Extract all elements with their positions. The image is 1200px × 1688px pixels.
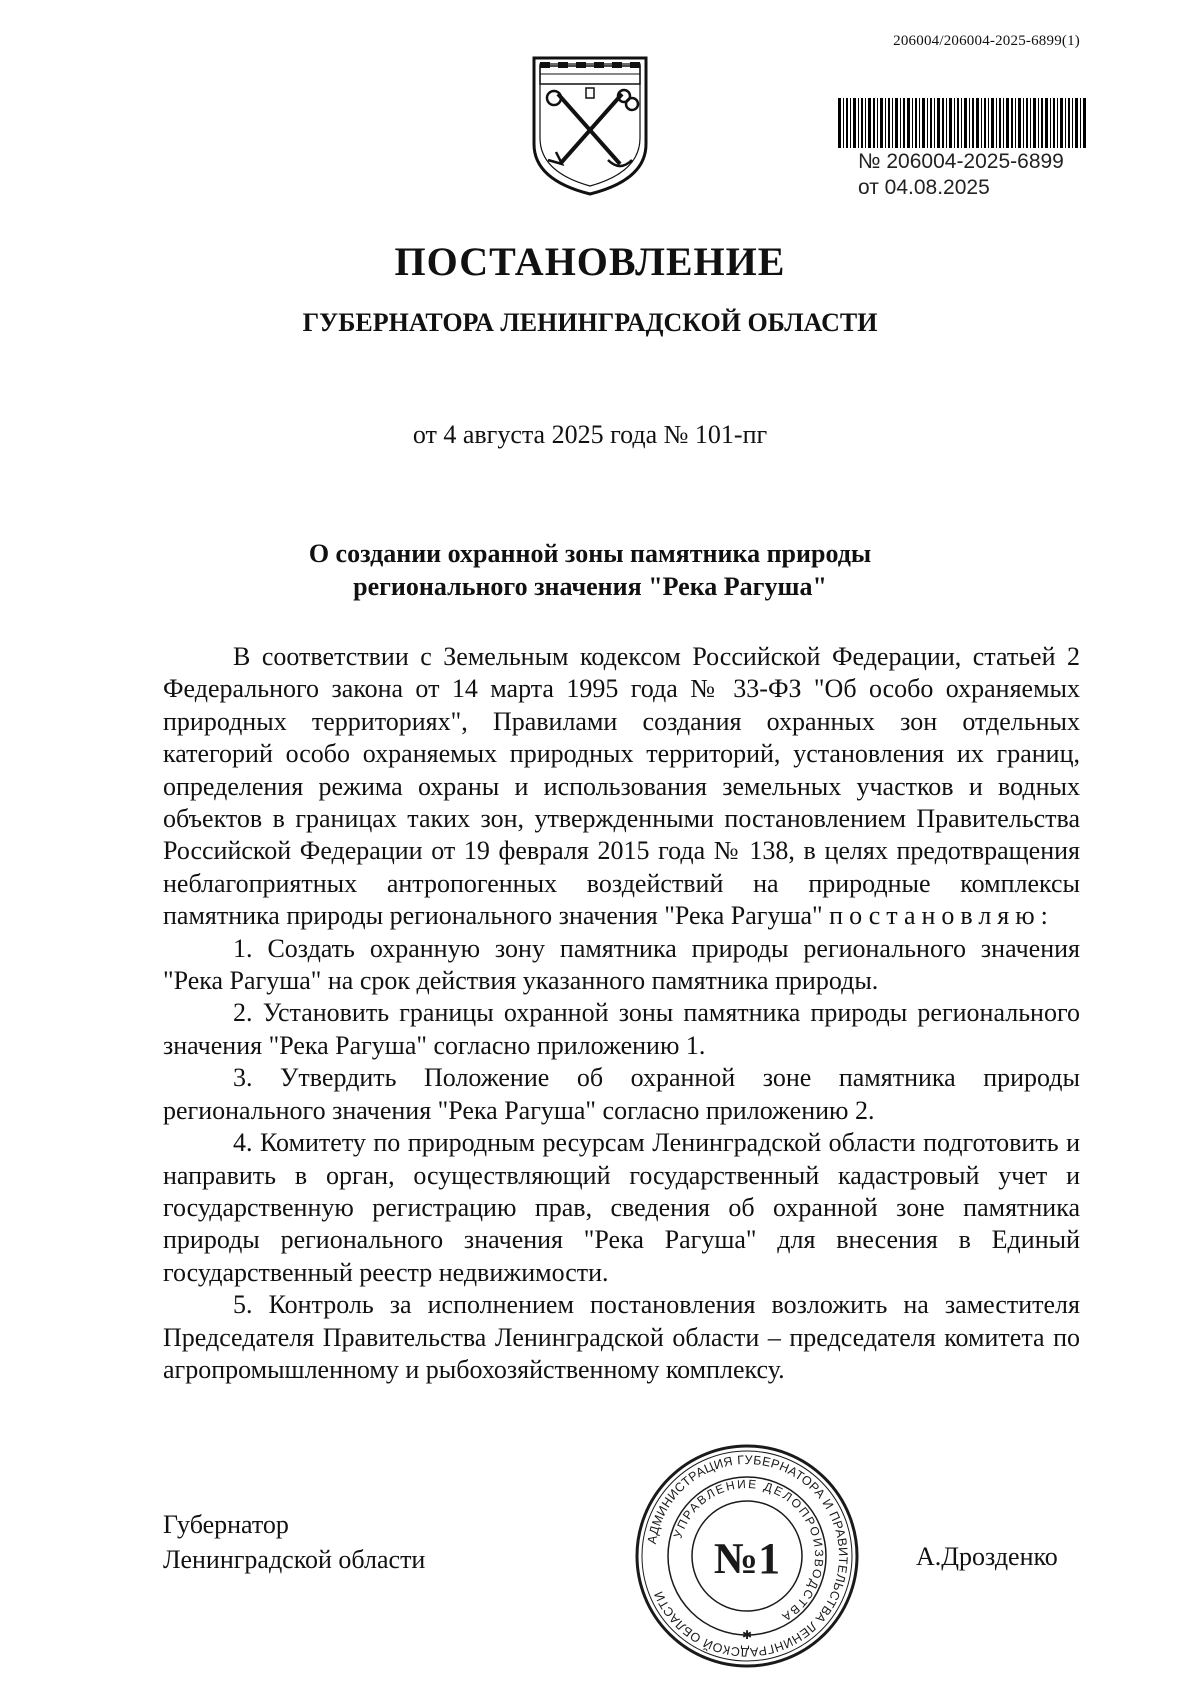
registration-number: № 206004-2025-6899 [858, 150, 1064, 173]
round-seal-icon [634, 1443, 860, 1669]
decree-item-2: 2. Установить границы охранной зоны памятника природы регионального значения "Река Рагуша" согласно приложению 1. [163, 998, 1080, 1060]
document-type-title: ПОСТАНОВЛЕНИЕ [394, 239, 786, 284]
signatory-position-line-2: Ленинградской области [163, 1545, 426, 1574]
signatory-position [163, 1507, 425, 1577]
signatory-name: А.Дрозденко [916, 1542, 1058, 1571]
barcode-icon [838, 98, 1086, 148]
registration-date: от 04.08.2025 [858, 176, 990, 199]
decree-item-5: 5. Контроль за исполнением постановления возложить на заместителя Председателя Правительства Ленинградской области – председателя комитета по агропромышленному и рыбохозяйственному комплексу. [163, 1290, 1080, 1384]
document-body [163, 641, 1080, 1386]
preamble-paragraph [163, 641, 1080, 933]
seal-number: №1 [713, 1534, 781, 1583]
seal-inner-text: УПРАВЛЕНИЕ ДЕЛОПРОИЗВОДСТВА [670, 1476, 827, 1626]
coat-of-arms-icon [528, 52, 652, 198]
heading-line-2: регионального значения "Река Рагуша" [353, 572, 827, 601]
document-heading [0, 537, 1180, 603]
preamble-text: В соответствии с Земельным кодексом Российской Федерации, статьей 2 Федерального закона от 14 марта 1995 года № 33-ФЗ "Об особо охраняемых природных территориях", Правилами создания охранных зон отдельных категорий особо охраняемых природных территорий, установления их границ, определения режима охраны и использования земельных участков и водных объектов в границах таких зон, утвержденными постановлением Правительства Российской Федерации от 19 февраля 2015 года № 138, в целях предотвращения неблагоприятных антропогенных воздействий на природные комплексы памятника природы регионального значения "Река Рагуша" [163, 642, 1080, 931]
decree-item-1: 1. Создать охранную зону памятника природы регионального значения "Река Рагуша" на срок действия указанного памятника природы. [163, 933, 1080, 996]
document-reference: 206004/206004-2025-6899(1) [893, 33, 1080, 49]
heading-line-1: О создании охранной зоны памятника природы [308, 539, 872, 568]
document-issuer: ГУБЕРНАТОРА ЛЕНИНГРАДСКОЙ ОБЛАСТИ [302, 308, 878, 337]
decree-item-3: 3. Утвердить Положение об охранной зоне памятника природы регионального значения "Река Рагуша" согласно приложению 2. [163, 1063, 1080, 1125]
decree-word: постановляю: [829, 901, 1054, 931]
decree-item-4: 4. Комитету по природным ресурсам Ленинградской области подготовить и направить в орган, осуществляющий государственный кадастровый учет и государственную регистрацию прав, сведения об охранной зоне памятника природы регионального значения "Река Рагуша" для внесения в Единый государственный реестр недвижимости. [163, 1128, 1080, 1287]
signatory-position-line-1: Губернатор [163, 1510, 289, 1539]
seal-ring-text: АДМИНИСТРАЦИЯ ГУБЕРНАТОРА И ПРАВИТЕЛЬСТВА ЛЕНИНГРАДСКОЙ ОБЛАСТИ [644, 1452, 851, 1660]
document-date-number: от 4 августа 2025 года № 101-пг [412, 420, 768, 449]
svg-text:✱: ✱ [741, 1628, 753, 1642]
